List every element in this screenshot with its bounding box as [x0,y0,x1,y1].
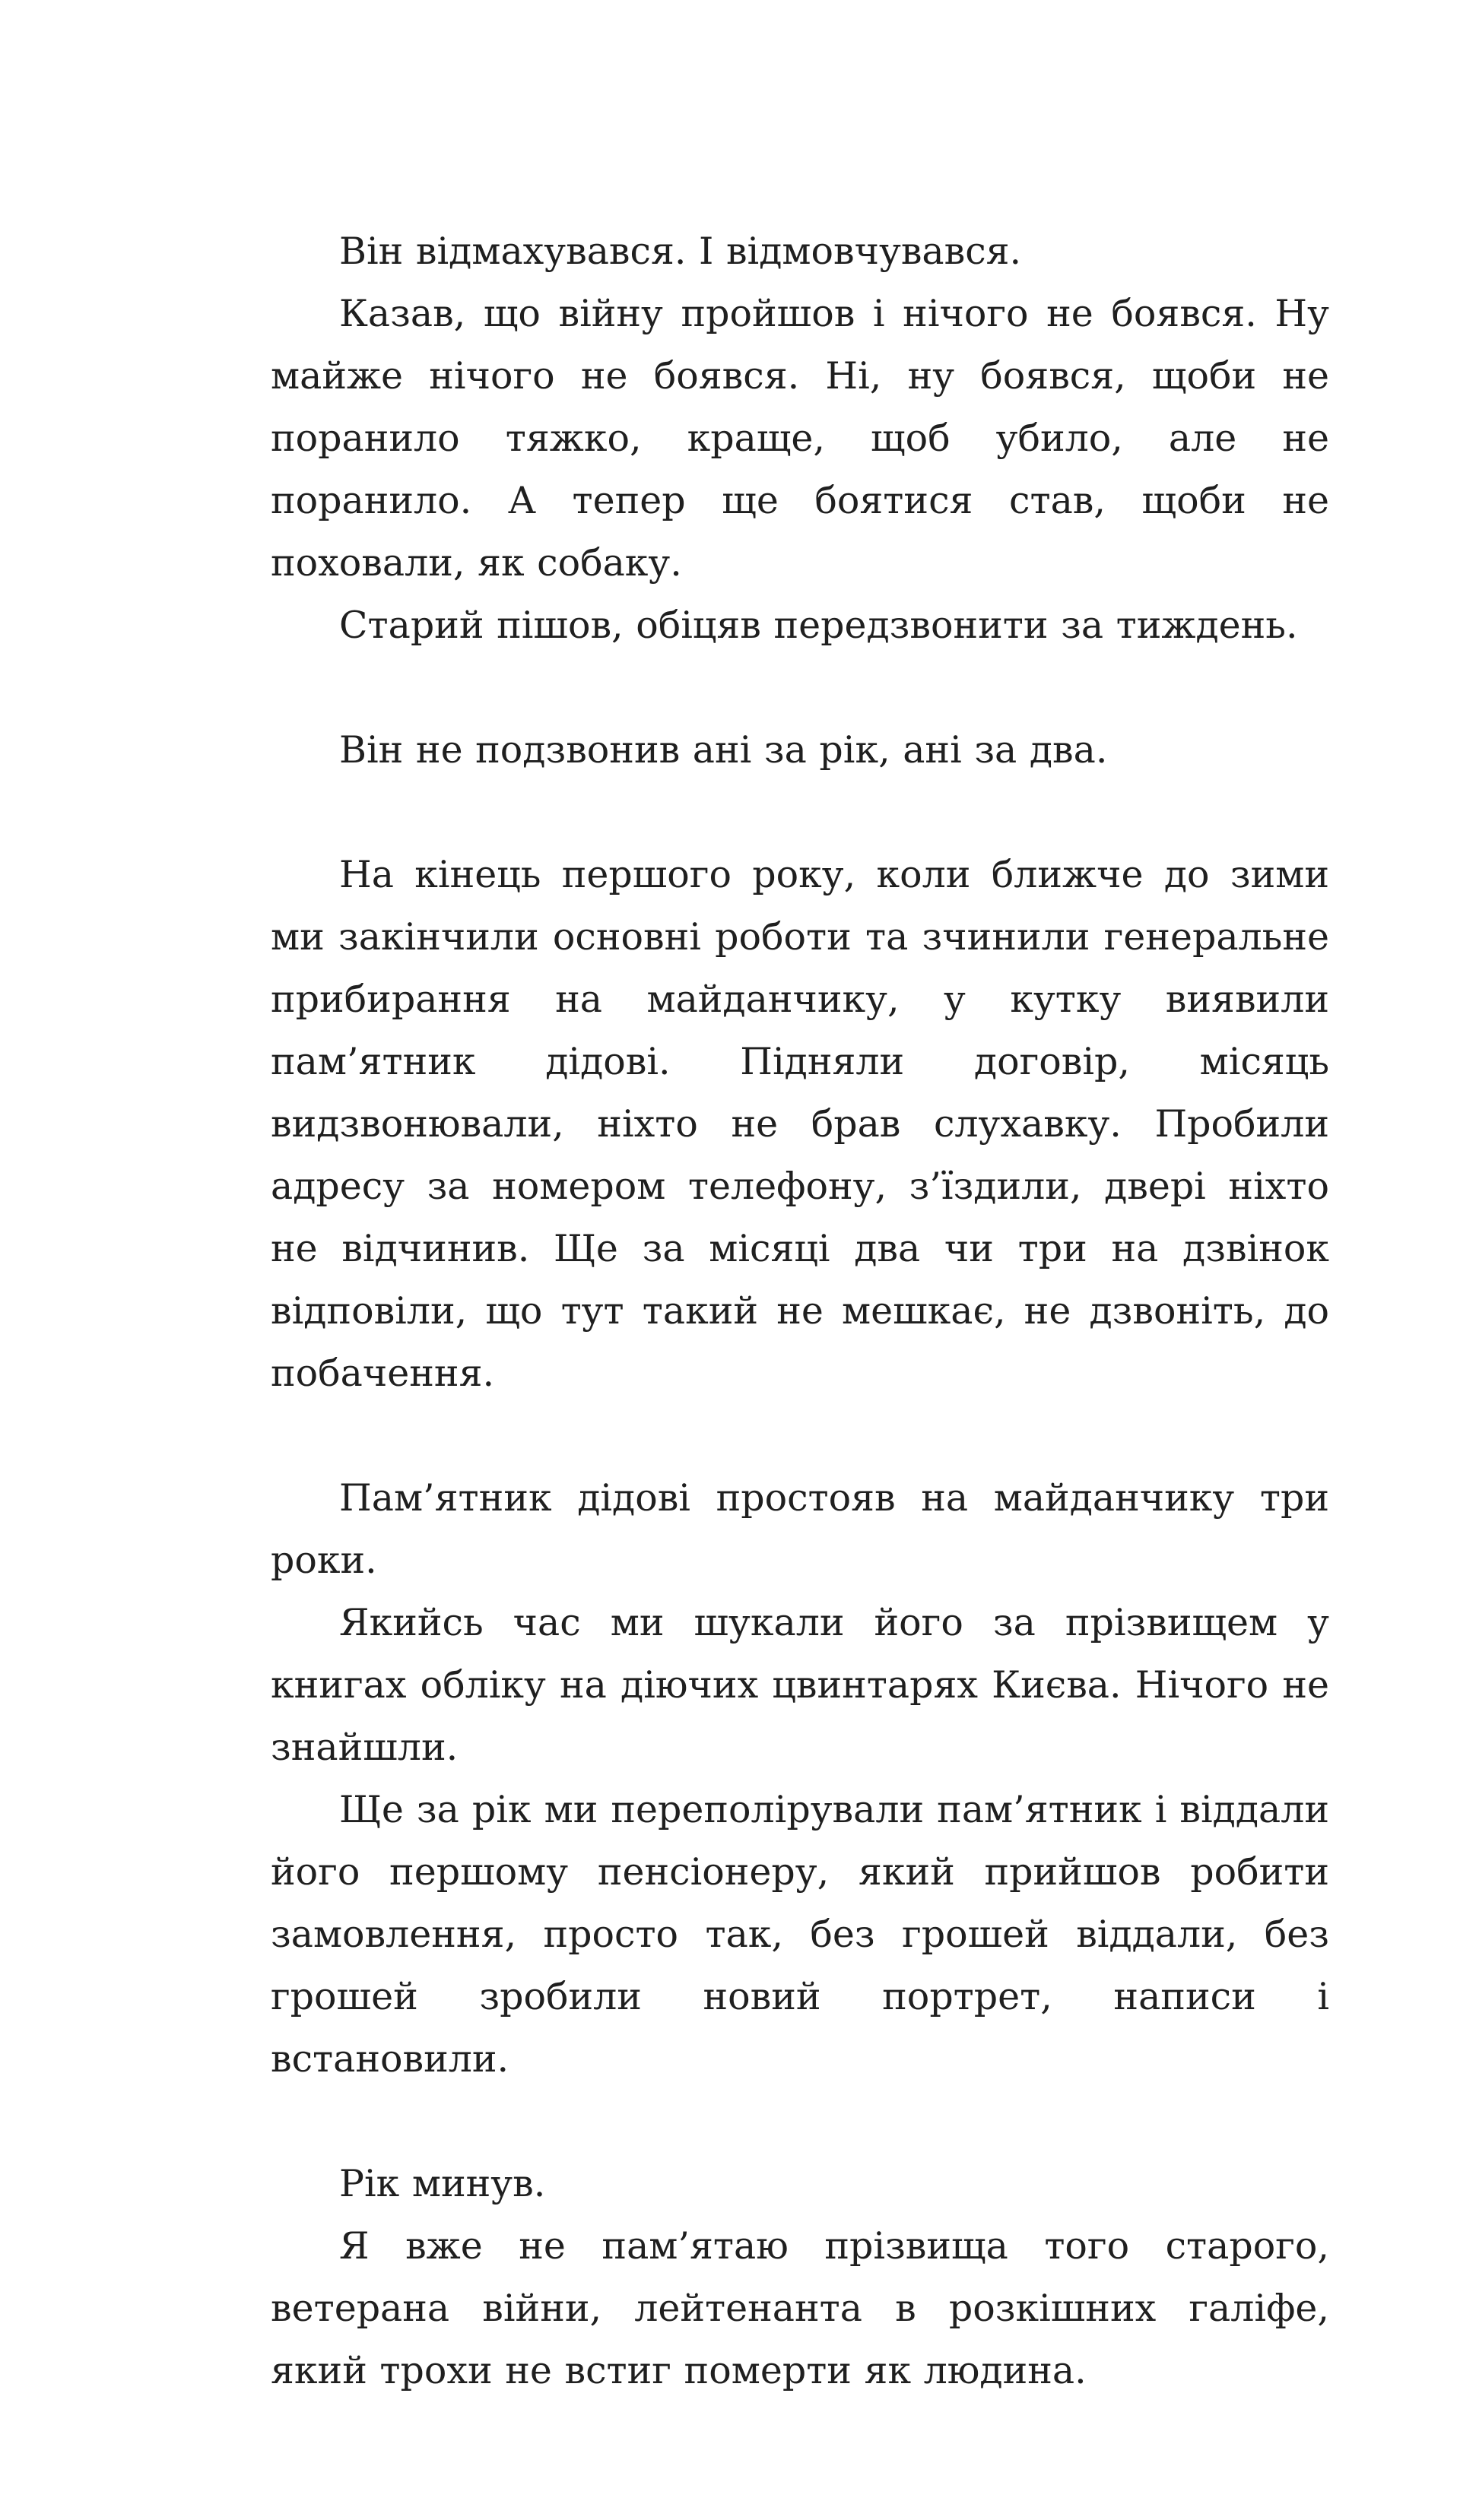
paragraph: На кінець першого року, коли ближче до зими ми закінчили основні роботи та зчинили генеральне прибирання на майданчику, у кутку виявили пам’ятник дідові. Підняли договір, місяць видзвонювали, ніхто не брав слухавку. Пробили адресу за номером телефону, з’їздили, двері ніхто не відчинив. Ще за місяці два чи три на дзвінок відповіли, що тут такий не мешкає, не дзвоніть, до побачення. [271,853,1329,1395]
text-section-4 [271,1467,1329,2090]
text-block [271,220,1329,2402]
text-section-1 [271,220,1329,657]
paragraph: Якийсь час ми шукали його за прізвищем у книгах обліку на діючих цвинтарях Києва. Нічого не знайшли. [271,1601,1329,1769]
paragraph: Старий пішов, обіцяв передзвонити за тиждень. [339,604,1298,647]
paragraph: Рік минув. [339,2162,546,2205]
text-section-2 [271,719,1329,781]
paragraph: Я вже не пам’ятаю прізвища того старого, ветерана війни, лейтенанта в розкішних галіфе, який трохи не встиг померти як людина. [271,2224,1329,2392]
paragraph: Він відмахувався. І відмовчувався. [339,230,1022,273]
paragraph: Ще за рік ми переполірували пам’ятник і віддали його першому пенсіонеру, який прийшов робити замовлення, просто так, без грошей віддали, без грошей зробили новий портрет, написи і встановили. [271,1788,1329,2081]
text-section-3 [271,844,1329,1405]
paragraph: Пам’ятник дідові простояв на майданчику три роки. [271,1476,1329,1582]
paragraph: Він не подзвонив ані за рік, ані за два. [339,728,1108,772]
paragraph: Казав, що війну пройшов і нічого не боявся. Ну майже нічого не боявся. Ні, ну боявся, щоби не поранило тяжко, краще, щоб убило, але не поранило. А тепер ще боятися став, щоби не поховали, як собаку. [271,292,1329,585]
text-section-5 [271,2153,1329,2402]
